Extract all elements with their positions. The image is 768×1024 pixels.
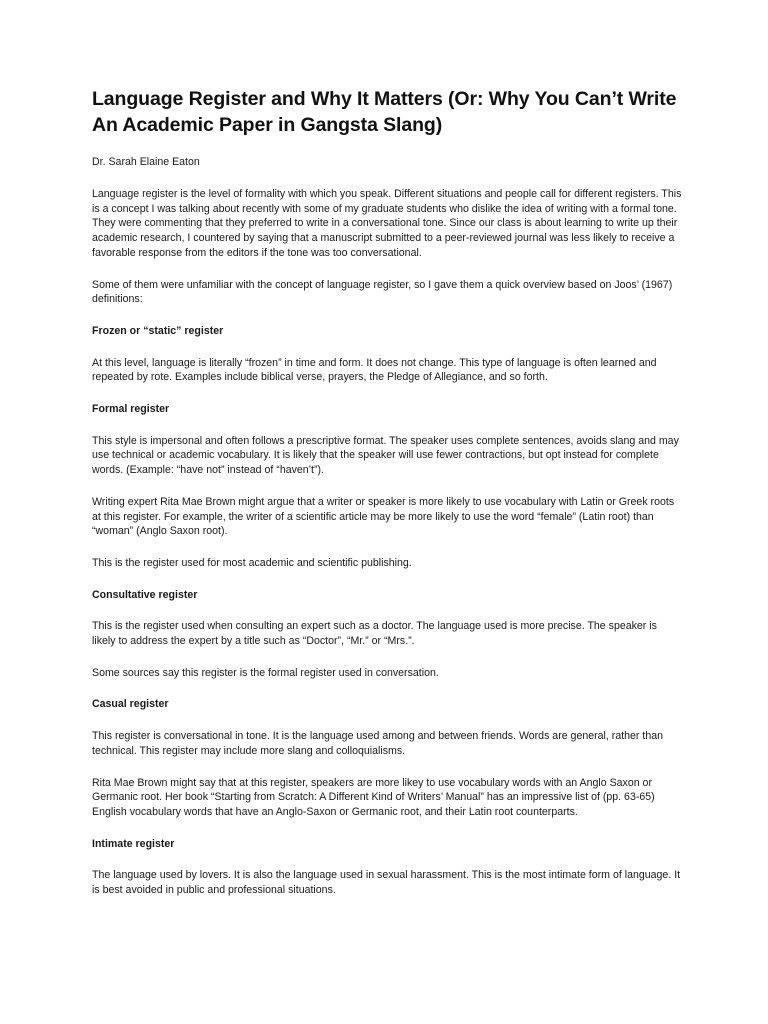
author-name: Dr. Sarah Elaine Eaton [92,156,200,168]
spacer [92,385,682,402]
spacer [92,478,682,495]
section-heading: Intimate register [92,837,175,850]
spacer [92,571,682,588]
paragraph: Writing expert Rita Mae Brown might argue that a writer or speaker is more likely to use vocabulary with Latin or Greek roots at this register. For example, the writer of a scientific article may be more likely to use the word “female” (Latin root) than “woman” (Anglo Saxon root). [92,495,675,538]
document-title: Language Register and Why It Matters (Or: Why You Can’t Write An Academic Paper in Gangsta Slang) [92,88,677,136]
paragraph: Some of them were unfamiliar with the concept of language register, so I gave them a quick overview based on Joos’ (1967) definitions: [92,278,673,306]
spacer [92,759,682,776]
paragraph: This register is conversational in tone. It is the language used among and between friends. Words are general, rather than technical. This register may include more slang and colloquialisms. [92,730,664,757]
paragraph: The language used by lovers. It is also the language used in sexual harassment. This is the most intimate form of language. It is best avoided in public and professional situations. [92,869,681,897]
paragraph: Some sources say this register is the formal register used in conversation. [92,666,439,679]
spacer [92,820,682,837]
paragraph: This style is impersonal and often follows a prescriptive format. The speaker uses complete sentences, avoids slang and may use technical or academic vocabulary. It is likely that the speaker will use fewer contractions, but opt instead for complete words. (Example: “have not” instead of “haven’t”). [92,434,679,477]
spacer [92,170,682,187]
spacer [92,649,682,666]
paragraph: This is the register used for most academic and scientific publishing. [92,556,412,569]
paragraph: At this level, language is literally “frozen” in time and form. It does not change. This type of language is often learned and repeated by rote. Examples include biblical verse, prayers, the Pledge of Allegiance, and so forth. [92,356,657,384]
spacer [92,417,682,434]
spacer [92,602,682,619]
spacer [92,712,682,729]
spacer [92,539,682,556]
paragraph: This is the register used when consulting an expert such as a doctor. The language used is more precise. The speaker is likely to address the expert by a title such as “Doctor”, “Mr.” or “Mrs.”. [92,620,657,648]
section-heading: Frozen or “static” register [92,324,224,337]
document-page [92,86,682,898]
section-heading: Consultative register [92,588,198,601]
section-heading: Casual register [92,698,169,711]
document-body [92,187,682,898]
spacer [92,261,682,278]
section-heading: Formal register [92,403,170,416]
spacer [92,851,682,868]
spacer [92,680,682,697]
paragraph: Rita Mae Brown might say that at this register, speakers are more likey to use vocabulary words with an Anglo Saxon or Germanic root. Her book “Starting from Scratch: A Different Kind of Writers’ Manual” has an impressive list of (pp. 63-65) English vocabulary words that have an Anglo-Saxon or Germanic root, and their Latin root counterparts. [92,776,655,818]
spacer [92,339,682,356]
paragraph: Language register is the level of formality with which you speak. Different situations and people call for different registers. This is a concept I was talking about recently with some of my graduate students who dislike the idea of writing with a formal tone. They were commenting that they preferred to write in a conversational tone. Since our class is about learning to write up their academic research, I countered by saying that a manuscript submitted to a peer-reviewed journal was less likely to receive a favorable response from the editors if the tone was too conversational. [92,188,682,259]
spacer [92,307,682,324]
